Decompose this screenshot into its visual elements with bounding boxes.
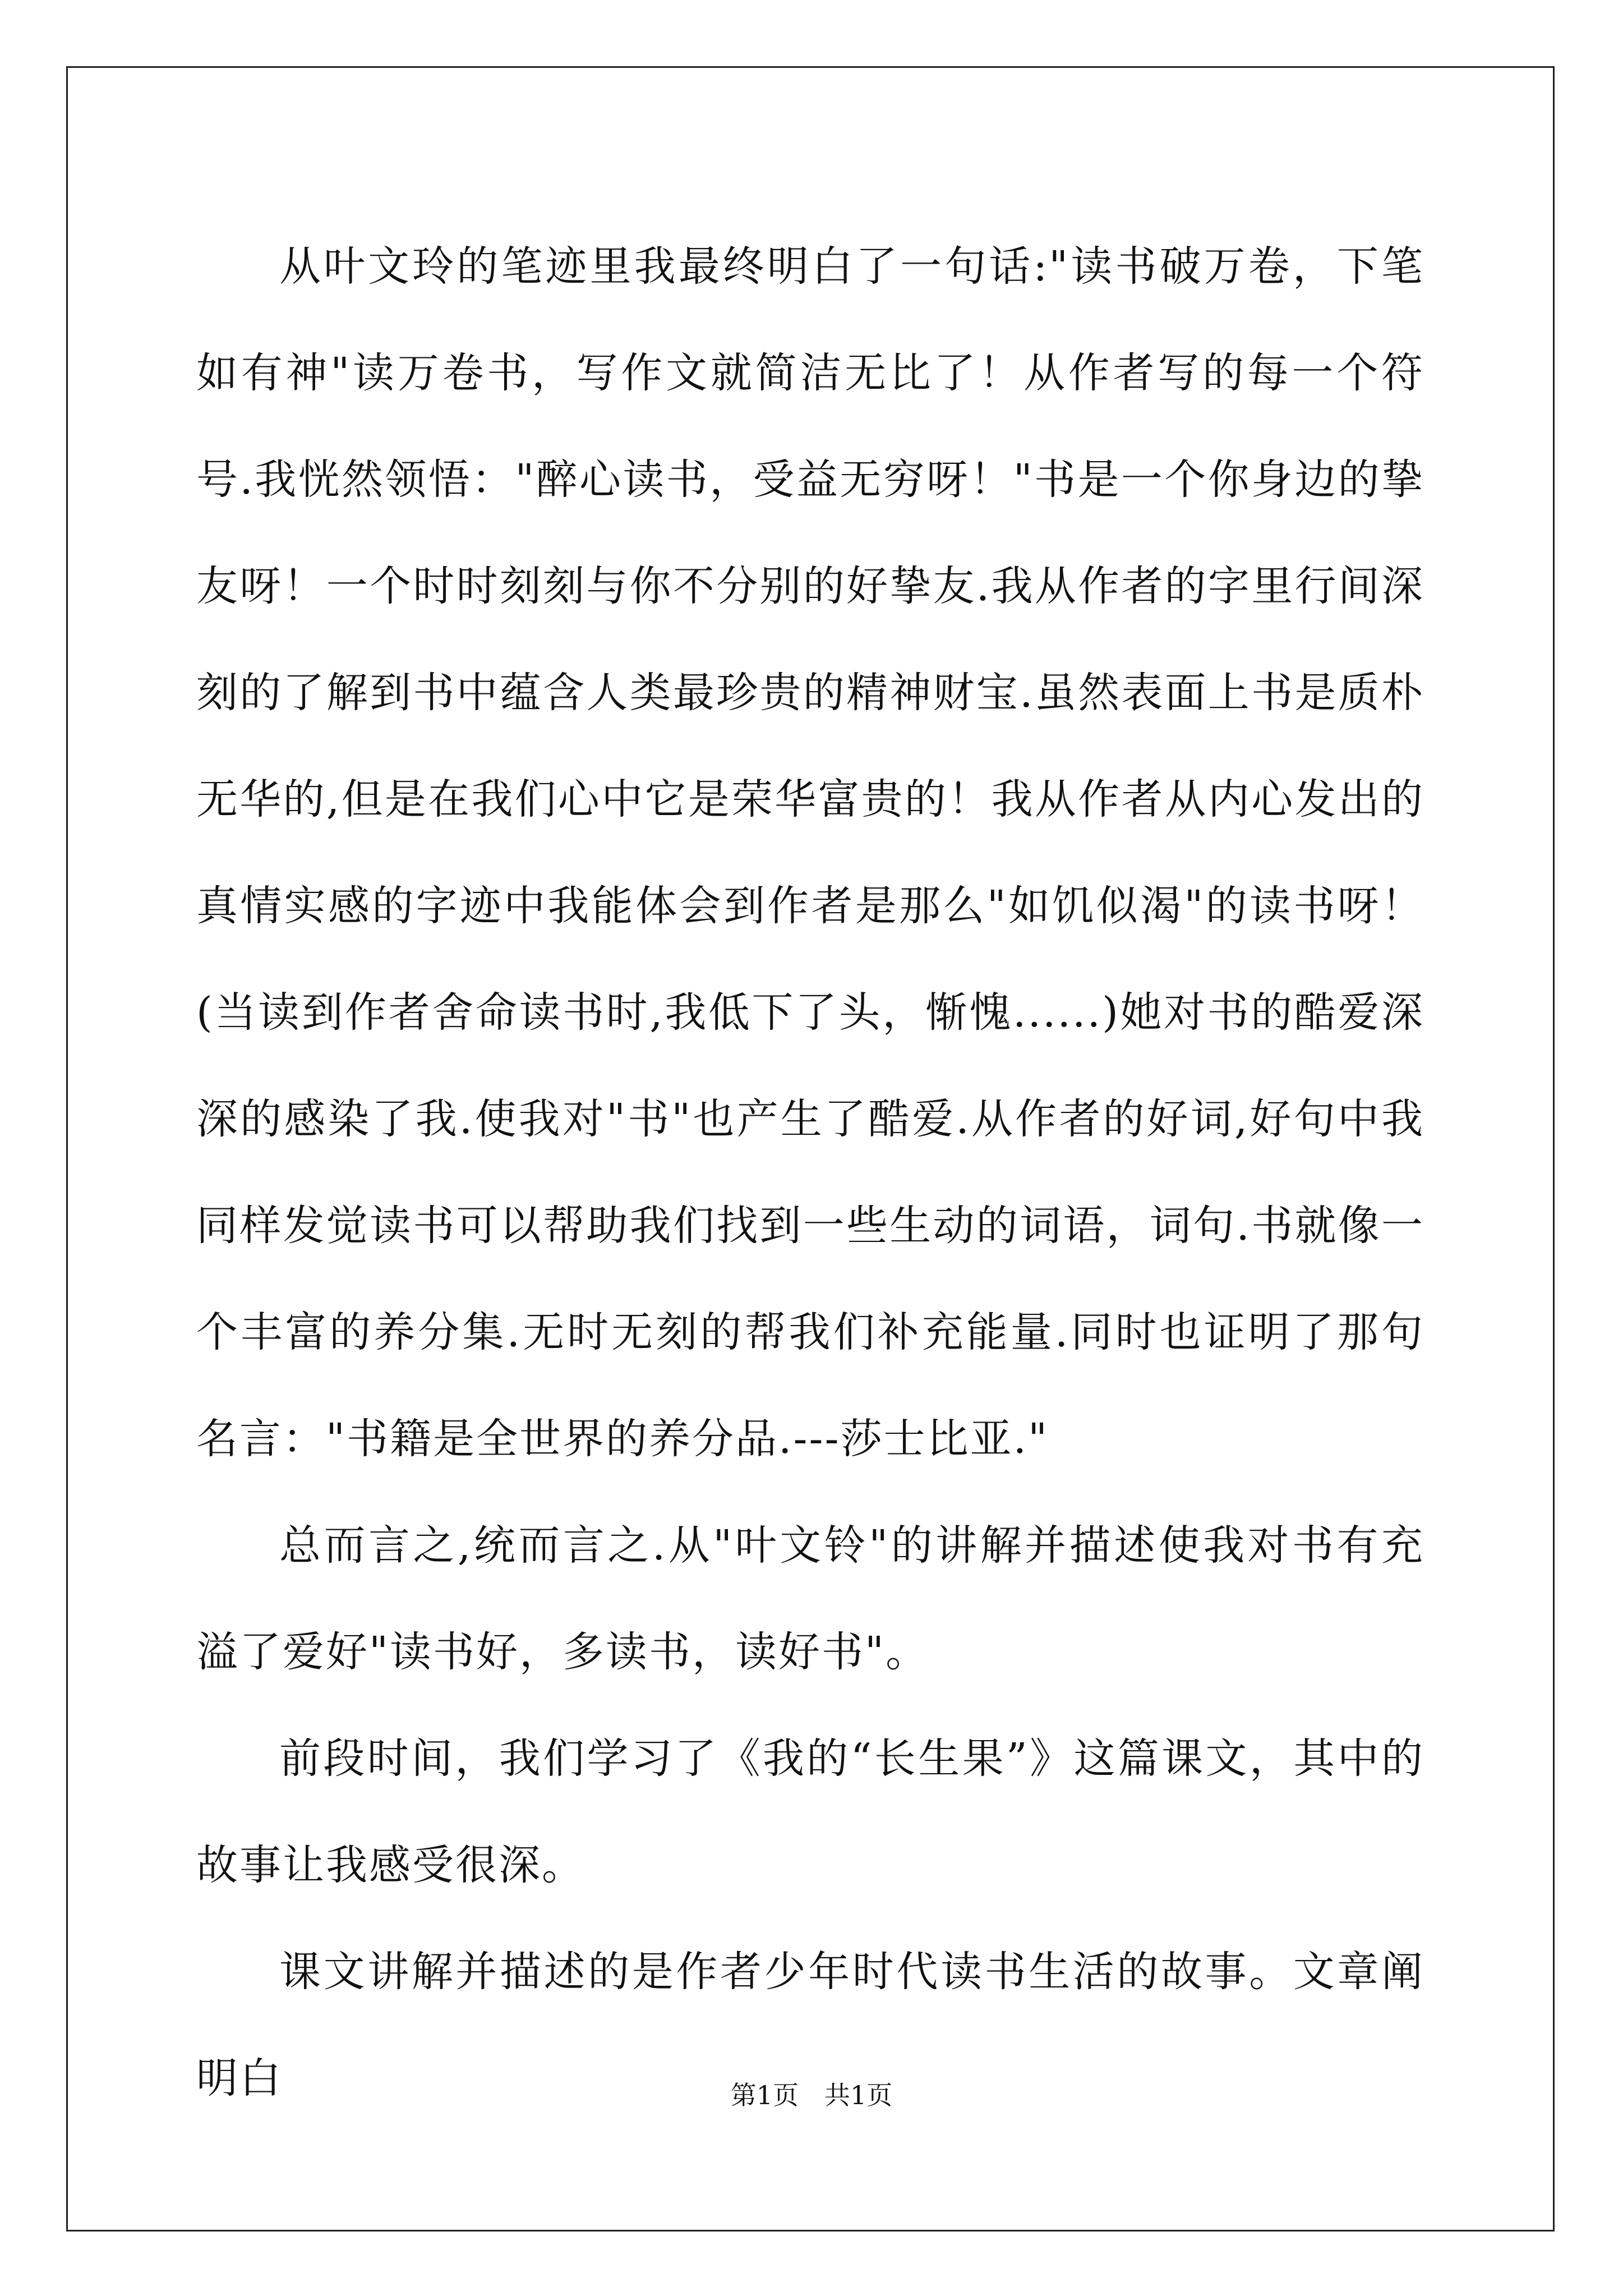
paragraph: 前段时间，我们学习了《我的“长生果”》这篇课文，其中的故事让我感受很深。 (196, 1734, 1424, 1889)
page-number: 第1页 共1页 (730, 2080, 893, 2110)
paragraph: 总而言之,统而言之.从"叶文铃"的讲解并描述使我对书有充溢了爱好"读书好，多读书，读好书"。 (196, 1521, 1424, 1676)
paragraph: 从叶文玲的笔迹里我最终明白了一句话:"读书破万卷，下笔如有神"读万卷书，写作文就简洁无比了！从作者写的每一个符号.我恍然领悟："醉心读书，受益无穷呀！"书是一个你身边的挚友呀！一个时时刻刻与你不分别的好挚友.我从作者的字里行间深刻的了解到书中蕴含人类最珍贵的精神财宝.虽然表面上书是质朴无华的,但是在我们心中它是荣华富贵的！我从作者从内心发出的真情实感的字迹中我能体会到作者是那么"如饥似渴"的读书呀！(当读到作者舍命读书时,我低下了头，惭愧......)她对书的酷爱深深的感染了我.使我对"书"也产生了酷爱.从作者的好词,好句中我同样发觉读书可以帮助我们找到一些生动的词语，词句.书就像一个丰富的养分集.无时无刻的帮我们补充能量.同时也证明了那句名言："书籍是全世界的养分品.---莎士比亚." (196, 242, 1424, 1463)
document-body (196, 213, 1424, 2132)
paragraph: 课文讲解并描述的是作者少年时代读书生活的故事。文章阐明白 (196, 1948, 1424, 2102)
